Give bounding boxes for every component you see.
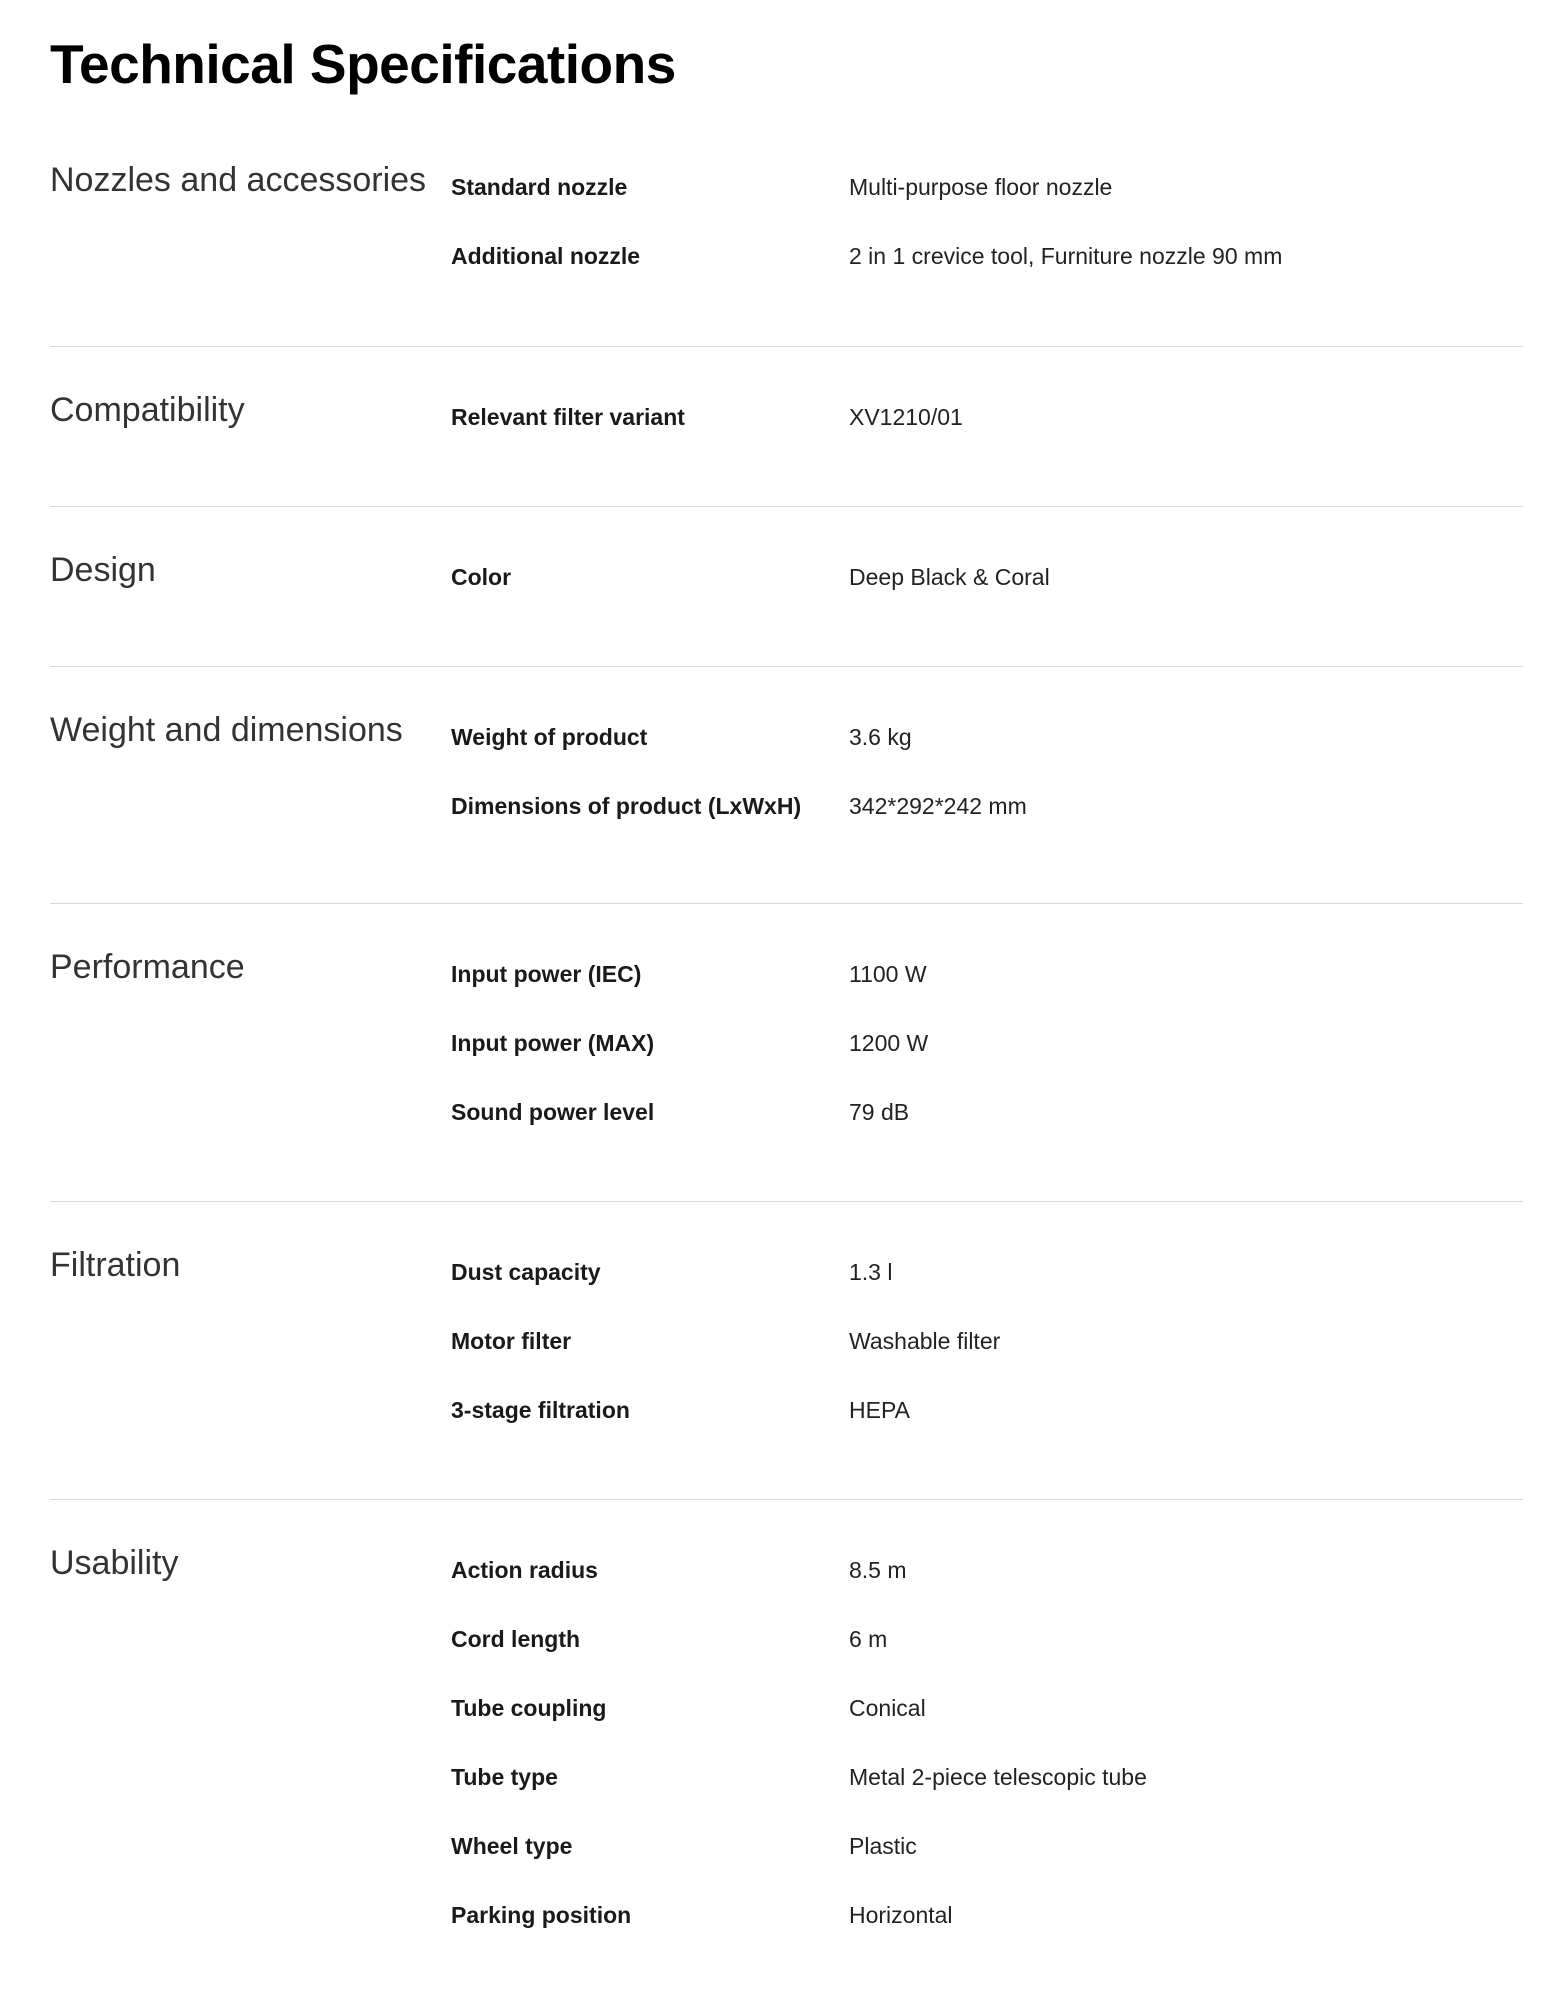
spec-value: Metal 2-piece telescopic tube [849,1764,1147,1790]
spec-value: 3.6 kg [849,724,912,750]
spec-value: Washable filter [849,1328,1001,1354]
spec-value: 79 dB [849,1099,910,1125]
spec-value: 2 in 1 crevice tool, Furniture nozzle 90 mm [849,243,1283,269]
spec-value: Conical [849,1695,926,1721]
section-title: Weight and dimensions [50,711,403,749]
spec-label: Action radius [451,1557,598,1583]
spec-value: Deep Black & Coral [849,564,1050,590]
spec-row [50,791,1523,821]
spec-row [50,1900,1523,1930]
spec-value: 8.5 m [849,1557,907,1583]
section-title: Design [50,551,156,589]
spec-row [50,1693,1523,1723]
spec-label: Weight of product [451,724,648,750]
spec-value: Multi-purpose floor nozzle [849,174,1113,200]
spec-label: Input power (MAX) [451,1030,655,1056]
spec-row [50,1624,1523,1654]
spec-value: 6 m [849,1626,888,1652]
spec-label: Additional nozzle [451,243,641,269]
spec-row [50,172,1523,202]
spec-value: HEPA [849,1397,910,1423]
spec-value: 1200 W [849,1030,929,1056]
spec-label: Dimensions of product (LxWxH) [451,793,802,819]
spec-label: Standard nozzle [451,174,628,200]
spec-label: Dust capacity [451,1259,601,1285]
section-title: Nozzles and accessories [50,161,427,199]
spec-label: Cord length [451,1626,581,1652]
spec-label: 3-stage filtration [451,1397,630,1423]
spec-label: Motor filter [451,1328,572,1354]
section-title: Compatibility [50,391,245,429]
section-divider [50,903,1523,904]
section-title: Usability [50,1544,179,1582]
spec-row [50,1028,1523,1058]
spec-row [50,1395,1523,1425]
section-divider [50,1499,1523,1500]
page-title: Technical Specifications [50,33,676,95]
spec-value: Plastic [849,1833,917,1859]
spec-label: Input power (IEC) [451,961,642,987]
spec-label: Tube coupling [451,1695,607,1721]
section-divider [50,506,1523,507]
section-divider [50,666,1523,667]
spec-row [50,402,1523,432]
spec-row [50,1762,1523,1792]
section-title: Filtration [50,1246,181,1284]
spec-label: Sound power level [451,1099,655,1125]
spec-value: 1100 W [849,961,927,987]
spec-label: Relevant filter variant [451,404,685,430]
spec-label: Parking position [451,1902,632,1928]
spec-label: Color [451,564,512,590]
spec-value: Horizontal [849,1902,953,1928]
section-title: Performance [50,948,245,986]
spec-row [50,1257,1523,1287]
spec-row [50,1555,1523,1585]
spec-row [50,1097,1523,1127]
spec-label: Wheel type [451,1833,573,1859]
spec-value: 1.3 l [849,1259,893,1285]
spec-row [50,241,1523,271]
spec-row [50,959,1523,989]
section-divider [50,346,1523,347]
spec-row [50,1831,1523,1861]
spec-value: 342*292*242 mm [849,793,1027,819]
spec-row [50,1326,1523,1356]
spec-label: Tube type [451,1764,558,1790]
spec-row [50,562,1523,592]
spec-row [50,722,1523,752]
spec-value: XV1210/01 [849,404,963,430]
section-divider [50,1201,1523,1202]
